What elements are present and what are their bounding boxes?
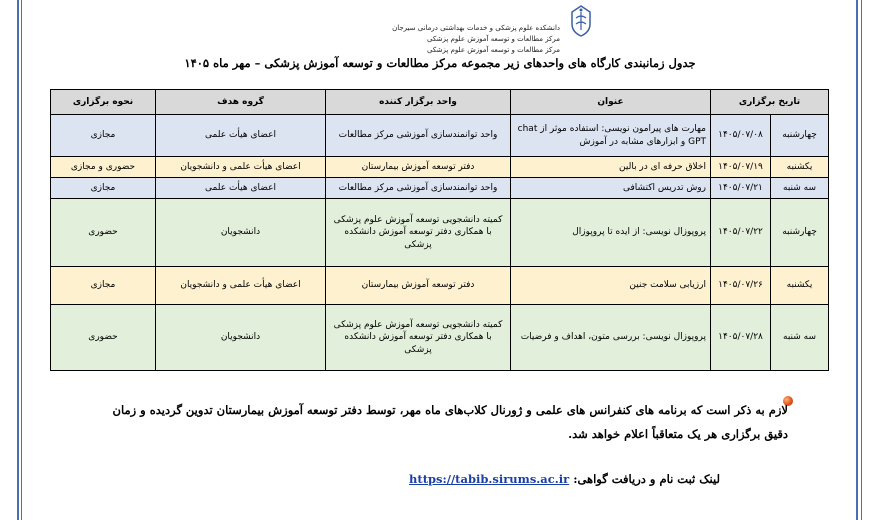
header-date: تاریخ برگزاری [711, 90, 829, 115]
page-border-left [17, 0, 19, 520]
cell-unit: دفتر توسعه آموزش بیمارستان [326, 157, 511, 178]
page-border-right-inner [861, 0, 862, 520]
cell-target: اعضای هیأت علمی و دانشجویان [156, 267, 326, 305]
table-row [51, 157, 829, 178]
cell-target: اعضای هیأت علمی [156, 115, 326, 157]
page-border-right [856, 0, 858, 520]
header-mode: نحوه برگزاری [51, 90, 156, 115]
header-line-university: دانشکده علوم پزشکی و خدمات بهداشتی درمانی سیرجان [392, 24, 560, 32]
document-header [300, 4, 600, 60]
cell-unit: کمیته دانشجویی توسعه آموزش علوم پزشکی با همکاری دفتر توسعه آموزش دانشکده پزشکی [326, 305, 511, 371]
header-target: گروه هدف [156, 90, 326, 115]
cell-mode: مجازی [51, 267, 156, 305]
cell-title: ارزیابی سلامت جنین [511, 267, 711, 305]
cell-target: دانشجویان [156, 305, 326, 371]
registration-label: لینک ثبت نام و دریافت گواهی: [573, 472, 720, 486]
header-unit: واحد برگزار کننده [326, 90, 511, 115]
cell-day: یکشنبه [771, 267, 829, 305]
university-logo-icon [568, 4, 594, 38]
cell-mode: حضوری [51, 199, 156, 267]
cell-target: اعضای هیأت علمی و دانشجویان [156, 157, 326, 178]
cell-day: سه شنبه [771, 305, 829, 371]
cell-date: ۱۴۰۵/۰۷/۲۱ [711, 178, 771, 199]
cell-mode: مجازی [51, 178, 156, 199]
schedule-table [50, 89, 829, 371]
cell-date: ۱۴۰۵/۰۷/۱۹ [711, 157, 771, 178]
cell-mode: حضوری [51, 305, 156, 371]
cell-unit: واحد توانمندسازی آموزشی مرکز مطالعات [326, 178, 511, 199]
table-row [51, 199, 829, 267]
cell-title: پروپوزال نویسی: از ایده تا پروپوزال [511, 199, 711, 267]
cell-day: چهارشنبه [771, 199, 829, 267]
cell-target: دانشجویان [156, 199, 326, 267]
cell-unit: دفتر توسعه آموزش بیمارستان [326, 267, 511, 305]
cell-target: اعضای هیأت علمی [156, 178, 326, 199]
cell-date: ۱۴۰۵/۰۷/۲۸ [711, 305, 771, 371]
cell-date: ۱۴۰۵/۰۷/۲۲ [711, 199, 771, 267]
page-border-left-inner [21, 0, 22, 520]
cell-day: چهارشنبه [771, 115, 829, 157]
cell-title: روش تدریس اکتشافی [511, 178, 711, 199]
cell-day: یکشنبه [771, 157, 829, 178]
cell-title: پروپوزال نویسی: بررسی متون، اهداف و فرضیات [511, 305, 711, 371]
table-header-row [51, 90, 829, 115]
header-line-center-repeat: مرکز مطالعات و توسعه آموزش علوم پزشکی [426, 46, 560, 54]
cell-title: اخلاق حرفه ای در بالین [511, 157, 711, 178]
cell-date: ۱۴۰۵/۰۷/۲۶ [711, 267, 771, 305]
table-row [51, 115, 829, 157]
cell-title: مهارت های پیرامون نویسی: استفاده موثر از chat GPT و ابزارهای مشابه در آموزش [511, 115, 711, 157]
cell-unit: واحد توانمندسازی آموزشی مرکز مطالعات [326, 115, 511, 157]
table-row [51, 305, 829, 371]
header-title: عنوان [511, 90, 711, 115]
header-line-center: مرکز مطالعات و توسعه آموزش علوم پزشکی [426, 35, 560, 43]
registration-link[interactable]: https://tabib.sirums.ac.ir [409, 472, 570, 486]
cell-unit: کمیته دانشجویی توسعه آموزش علوم پزشکی با همکاری دفتر توسعه آموزش دانشکده پزشکی [326, 199, 511, 267]
registration-line [280, 472, 720, 486]
cell-mode: حضوری و مجازی [51, 157, 156, 178]
cell-day: سه شنبه [771, 178, 829, 199]
note-text: لازم به ذکر است که برنامه های کنفرانس های علمی و ژورنال کلاب‌های ماه مهر، توسط دفتر توسعه آموزش بیمارستان تدوین گردیده و زمان دقیق برگزاری هر یک متعاقباً اعلام خواهد شد. [112, 403, 788, 441]
table-row [51, 178, 829, 199]
table-row [51, 267, 829, 305]
page-title: جدول زمانبندی کارگاه های واحدهای زیر مجموعه مرکز مطالعات و توسعه آموزش پزشکی – مهر ماه ۱۴۰۵ [184, 56, 696, 70]
cell-mode: مجازی [51, 115, 156, 157]
cell-date: ۱۴۰۵/۰۷/۰۸ [711, 115, 771, 157]
